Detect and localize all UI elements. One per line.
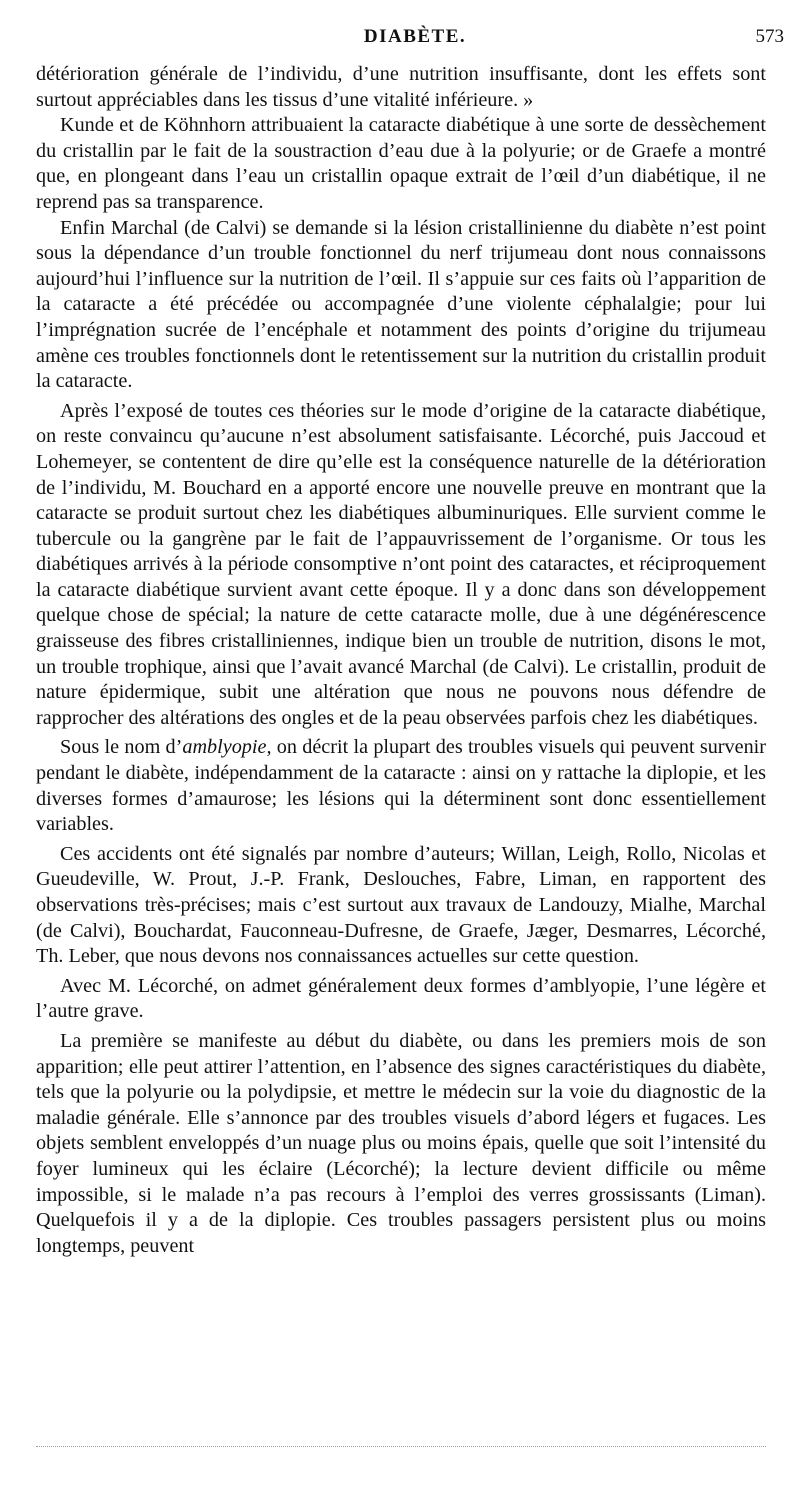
running-head: [40, 26, 790, 52]
paragraph: Ces accidents ont été signalés par nombre d’auteurs; Willan, Leigh, Rollo, Nicolas et Gueudeville, W. Prout, J.-P. Frank, Deslouches, Fabre, Liman, en rapportent des observations très-précises; mais c’est surtout aux travaux de Landouzy, Mialhe, Marchal (de Calvi), Bouchardat, Fauconneau-Dufresne, de Graefe, Jæger, Desmarres, Lécorché, Th. Leber, que nous devons nos connaissances actuelles sur cette question.: [36, 842, 766, 968]
paragraph: Après l’exposé de toutes ces théories sur le mode d’origine de la cataracte diabétique, on reste convaincu qu’aucune n’est absolument satisfaisante. Lécorché, puis Jaccoud et Lohemeyer, se contentent de dire qu’elle est la conséquence naturelle de la détérioration de l’individu, M. Bouchard en a apporté encore une nouvelle preuve en montrant que la cataracte se produit surtout chez les diabétiques albuminuriques. Elle survient comme le tubercule ou la gangrène par le fait de l’appauvrissement de l’organisme. Or tous les diabétiques arrivés à la période consomptive n’ont point des cataractes, et réciproquement la cataracte diabétique survient avant cette époque. Il y a donc dans son développement quelque chose de spécial; la nature de cette cataracte molle, due à une dégénérescence graisseuse des fibres cristalliniennes, indique bien un trouble de nutrition, disons le mot, un trouble trophique, ainsi que l’avait avancé Marchal (de Calvi). Le cristallin, produit de nature épidermique, subit une altération que nous ne pouvons nous défendre de rapprocher des altérations des ongles et de la peau observées parfois chez les diabétiques.: [36, 399, 766, 729]
running-title: DIABÈTE.: [363, 26, 467, 47]
body-text: [36, 62, 766, 1259]
page-number: 573: [755, 26, 784, 47]
footer-rule: [36, 1446, 766, 1447]
paragraph-text: Sous le nom d’: [60, 736, 183, 759]
paragraph: [36, 735, 766, 837]
paragraph: Kunde et de Köhnhorn attribuaient la cataracte diabétique à une sorte de dessèchement du cristallin par le fait de la soustraction d’eau due à la polyurie; or de Graefe a montré que, en plongeant dans l’eau un cristallin opaque extrait de l’œil d’un diabétique, il ne reprend pas sa transparence.: [36, 114, 766, 213]
paragraph: détérioration générale de l’individu, d’une nutrition insuffisante, dont les effets sont surtout appréciables dans les tissus d’une vitalité inférieure. »: [36, 63, 766, 111]
paragraph: Enfin Marchal (de Calvi) se demande si la lésion cristallinienne du diabète n’est point sous la dépendance d’un trouble fonctionnel du nerf trijumeau dont nous connaissons aujourd’hui l’influence sur la nutrition de l’œil. Il s’appuie sur ces faits où l’apparition de la cataracte a été précédée ou accompagnée d’une violente céphalalgie; pour lui l’imprégnation sucrée de l’encéphale et notamment des points d’origine du trijumeau amène ces troubles fonctionnels dont le retentissement sur la nutrition du cristallin produit la cataracte.: [36, 216, 766, 393]
italic-term: amblyopie,: [182, 736, 272, 759]
paragraph-text: on décrit la plupart des troubles visuels qui peuvent survenir pendant le diabète, indépendamment de la cataracte : ainsi on y rattache la diplopie, et les diverses formes d’amaurose; les lésions qui la déterminent sont donc essentiellement variables.: [36, 736, 767, 836]
paragraph: Avec M. Lécorché, on admet généralement deux formes d’amblyopie, l’une légère et l’autre grave.: [36, 974, 766, 1023]
paragraph: La première se manifeste au début du diabète, ou dans les premiers mois de son apparition; elle peut attirer l’attention, en l’absence des signes caractéristiques du diabète, tels que la polyurie ou la polydipsie, et mettre le médecin sur la voie du diagnostic de la maladie générale. Elle s’annonce par des troubles visuels d’abord légers et fugaces. Les objets semblent enveloppés d’un nuage plus ou moins épais, quelle que soit l’intensité du foyer lumineux qui les éclaire (Lécorché); la lecture devient difficile ou même impossible, si le malade n’a pas recours à l’emploi des verres grossissants (Liman). Quelquefois il y a de la diplopie. Ces troubles passagers persistent plus ou moins longtemps, peuvent: [36, 1029, 766, 1257]
